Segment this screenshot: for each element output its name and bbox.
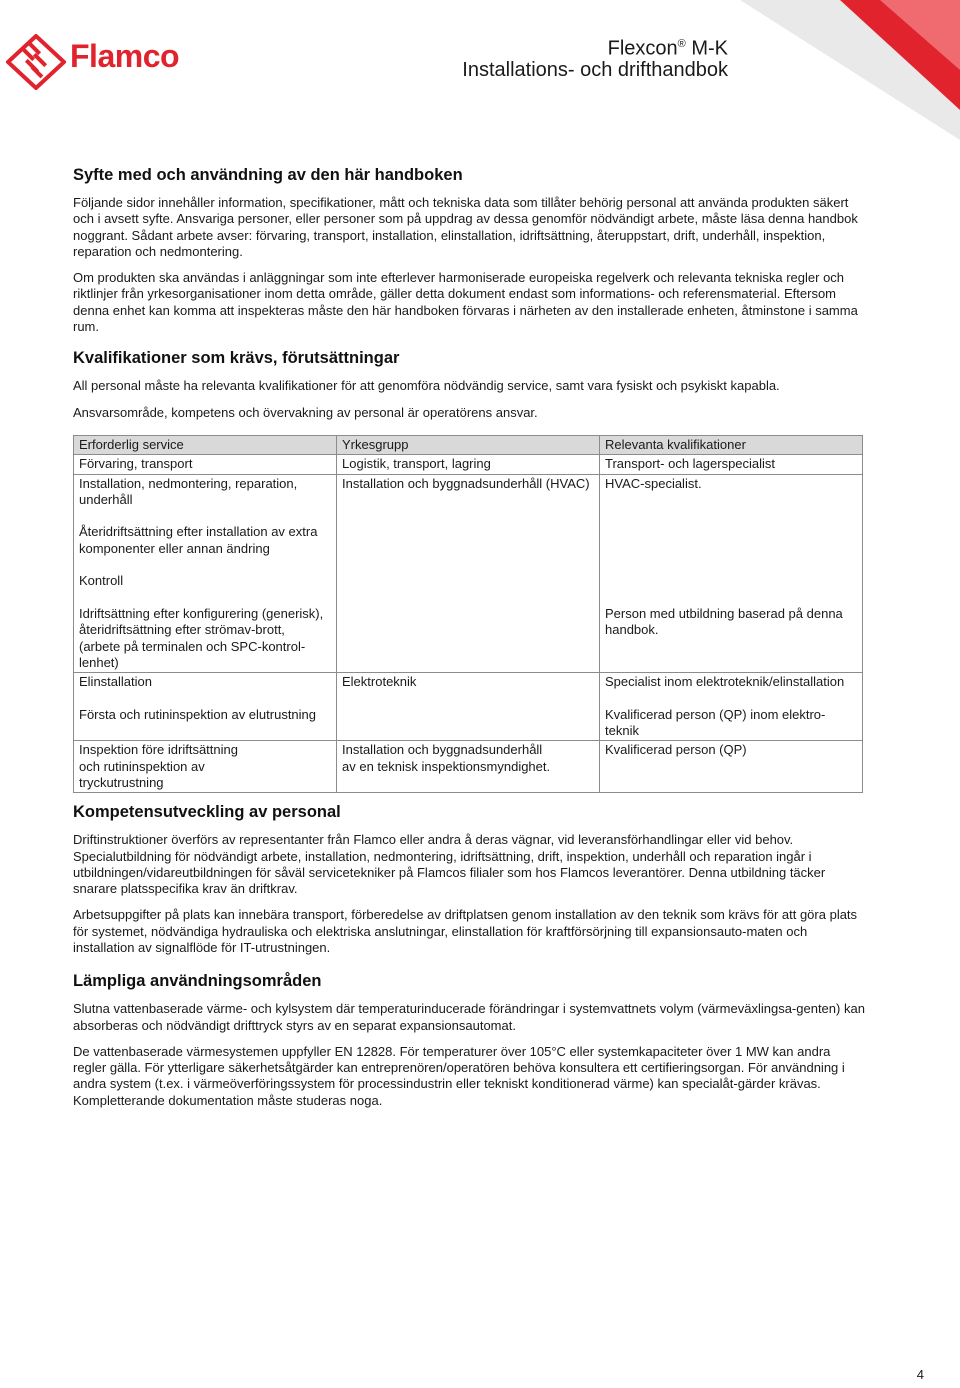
table-cell: Elektroteknik [337, 673, 600, 741]
page-number: 4 [916, 1367, 924, 1382]
section-title-purpose: Syfte med och användning av den här handboken [73, 166, 463, 184]
table-cell: HVAC-specialist. Person med utbildning baserad på denna handbok. [600, 474, 863, 673]
table-cell: Logistik, transport, lagring [337, 455, 600, 474]
table-cell: Förvaring, transport [74, 455, 337, 474]
section-title-usage: Lämpliga användningsområden [73, 972, 322, 991]
registered-mark: ® [677, 38, 686, 50]
document-title [462, 34, 728, 81]
table-cell: Installation och byggnadsunderhåll (HVAC) [337, 474, 600, 673]
table-row [74, 474, 863, 673]
corner-graphic [720, 0, 960, 140]
paragraph: Följande sidor innehåller information, specifikationer, mått och tekniska data som tillåter behörig personal att använda produkten säkert och i avsett syfte. Ansvariga personer, eller personer som på uppdrag av dessa genomför nödvändigt arbete, måste läsa denna handbok noggrant. Sådant arbete avser: förvaring, transport, installation, elinstallation, idriftsättning, återuppstart, drift, underhåll, inspektion, reparation och nedmontering. [73, 195, 858, 259]
table-row [74, 741, 863, 793]
product-model: M-K [691, 37, 728, 60]
paragraph: All personal måste ha relevanta kvalifikationer för att genomföra nödvändig service, samt vara fysiskt och psykiskt kapabla. [73, 378, 780, 394]
paragraph: Arbetsuppgifter på plats kan innebära transport, förberedelse av driftplatsen genom installation av den teknik som krävs för att göra plats för systemet, nödvändiga hydrauliska och elektriska anslutningar, elinstallation för kraftförsörjning till expansionsauto-maten och installation av signalflöde för IT-utrustningen. [73, 907, 858, 955]
document-subtitle: Installations- och drifthandbok [462, 58, 728, 81]
table-cell: Transport- och lagerspecialist [600, 455, 863, 474]
brand-name: Flamco [70, 38, 180, 74]
paragraph: Om produkten ska användas i anläggningar som inte efterlever harmoniserade europeiska regelverk och relevanta tekniska regler och riktlinjer från yrkesorganisationer inom detta område, gäller detta dokument endast som informations- och referensmaterial. Eftersom denna enhet kan komma att inspekteras måste den här handboken förvaras i närheten av den installerade enheten, åtminstone i samma rum. [73, 270, 858, 335]
table-cell: Installation, nedmontering, reparation, underhåll Återidriftsättning efter installation av extra komponenter eller annan ändring Kontroll Idriftsättning efter konfigurering (generisk), återidriftsättning efter strömav-brott, (arbete på terminalen och SPC-kontrol-lenhet) [74, 474, 337, 673]
paragraph: Driftinstruktioner överförs av representanter från Flamco eller andra å deras vägnar, vid leveransförhandlingar eller vid behov. Specialutbildning för nödvändigt arbete, installation, nedmontering, idriftsättning, drift, inspektion, underhåll och reparation ingår i utbildningen/vidareutbildningen för såväl servicetekniker på Flamcos filialer som hos Flamcos leverantörer. Denna utbildning täcker snarare platsspecifika krav än driftkrav. [73, 832, 826, 897]
table-header-cell: Yrkesgrupp [337, 435, 600, 454]
paragraph: Slutna vattenbaserade värme- och kylsystem där temperaturinducerade förändringar i systemvattnets volym (värmeväxlingsa-genten) kan absorberas och nödvändigt drifttryck styrs av en separat expansionsautomat. [73, 1001, 865, 1033]
table-row [74, 455, 863, 474]
table-cell: Inspektion före idriftsättning och rutininspektion av tryckutrustning [74, 741, 337, 793]
section-title-training: Kompetensutveckling av personal [73, 803, 341, 822]
page-header [0, 0, 960, 140]
product-name: Flexcon [607, 37, 678, 60]
table-cell: Kvalificerad person (QP) [600, 741, 863, 793]
table-header-cell: Erforderlig service [74, 435, 337, 454]
page-content [73, 166, 865, 1119]
table-cell: Elinstallation Första och rutininspektion av elutrustning [74, 673, 337, 741]
paragraph: De vattenbaserade värmesystemen uppfyller EN 12828. För temperaturer över 105°C eller systemkapaciteter över 1 MW kan andra regler gälla. För ytterligare säkerhetsåtgärder kan entreprenören/operatören behöva konsultera ett certifieringsorgan. För användning i andra system (t.ex. i värmeöverföringssystem för processindustrin eller tekniskt konditionerad värme) kan specialåt-gärder krävas. Kompletterande dokumentation måste studeras noga. [73, 1043, 845, 1108]
table-cell: Specialist inom elektroteknik/elinstallation Kvalificerad person (QP) inom elektro-teknik [600, 673, 863, 741]
table-header-row [74, 435, 863, 454]
section-title-qualifications: Kvalifikationer som krävs, förutsättningar [73, 349, 400, 368]
paragraph: Ansvarsområde, kompetens och övervakning av personal är operatörens ansvar. [73, 404, 538, 420]
table-cell: Installation och byggnadsunderhåll av en teknisk inspektionsmyndighet. [337, 741, 600, 793]
table-row [74, 673, 863, 741]
qualifications-table [73, 435, 863, 793]
table-header-cell: Relevanta kvalifikationer [600, 435, 863, 454]
flamco-logo-icon [6, 34, 66, 90]
